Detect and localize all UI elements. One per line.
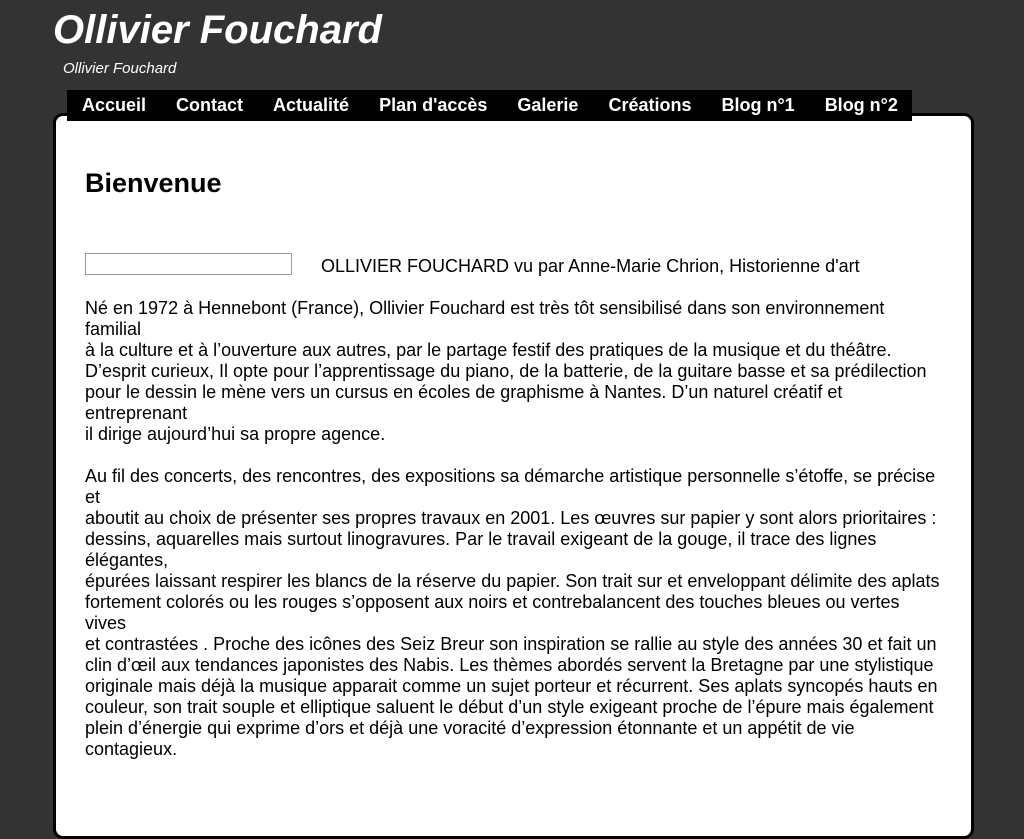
article-line: aboutit au choix de présenter ses propres travaux en 2001. Les œuvres sur papier y sont alors prioritaires : <box>85 508 937 528</box>
paragraph-gap <box>85 445 940 466</box>
main-nav <box>67 90 912 121</box>
article-line: fortement colorés ou les rouges s’opposent aux noirs et contrebalancent des touches bleues ou vertes vives <box>85 592 900 633</box>
site-tagline: Ollivier Fouchard <box>63 60 177 77</box>
intro-line: OLLIVIER FOUCHARD vu par Anne-Marie Chrion, Historienne d'art <box>321 256 860 276</box>
nav-item-blog-1[interactable]: Blog n°1 <box>721 95 795 115</box>
nav-item-galerie[interactable]: Galerie <box>517 95 579 115</box>
article-line: Né en 1972 à Hennebont (France), Ollivier Fouchard est très tôt sensibilisé dans son environnement familial <box>85 298 885 339</box>
page-title: Bienvenue <box>85 168 222 198</box>
article-line: à la culture et à l’ouverture aux autres, par le partage festif des pratiques de la musique et du théâtre. <box>85 340 892 360</box>
article-line: Au fil des concerts, des rencontres, des expositions sa démarche artistique personnelle s’étoffe, se précise et <box>85 466 936 507</box>
nav-item-contact[interactable]: Contact <box>176 95 244 115</box>
nav-item-accueil[interactable]: Accueil <box>82 95 147 115</box>
nav-item-actualite[interactable]: Actualité <box>273 95 350 115</box>
article-line: il dirige aujourd’hui sa propre agence. <box>85 424 386 444</box>
site-title[interactable]: Ollivier Fouchard <box>53 8 382 52</box>
article-line: clin d’œil aux tendances japonistes des Nabis. Les thèmes abordés servent la Bretagne par une stylistique <box>85 655 934 675</box>
portrait-image <box>85 253 292 275</box>
nav-item-creations[interactable]: Créations <box>608 95 692 115</box>
article-line: couleur, son trait souple et elliptique saluent le début d’un style exigeant proche de l’épure mais également <box>85 697 934 717</box>
nav-item-blog-2[interactable]: Blog n°2 <box>824 95 898 115</box>
nav-item-plan-acces[interactable]: Plan d'accès <box>379 95 488 115</box>
article-line: D’esprit curieux, Il opte pour l’apprentissage du piano, de la batterie, de la guitare basse et sa prédilection <box>85 361 927 381</box>
article-line: originale mais déjà la musique apparait comme un sujet porteur et récurrent. Ses aplats syncopés hauts en <box>85 676 938 696</box>
article-body <box>85 298 940 760</box>
article-line: épurées laissant respirer les blancs de la réserve du papier. Son trait sur et enveloppant délimite des aplats <box>85 571 940 591</box>
article-line: et contrastées . Proche des icônes des Seiz Breur son inspiration se rallie au style des années 30 et fait un <box>85 634 937 654</box>
article-line: dessins, aquarelles mais surtout linogravures. Par le travail exigeant de la gouge, il trace des lignes élégantes, <box>85 529 877 570</box>
article-line: pour le dessin le mène vers un cursus en écoles de graphisme à Nantes. D’un naturel créatif et entreprenant <box>85 382 843 423</box>
article-line: plein d’énergie qui exprime d’ors et déjà une voracité d’expression étonnante et un appétit de vie contagieux. <box>85 718 855 759</box>
